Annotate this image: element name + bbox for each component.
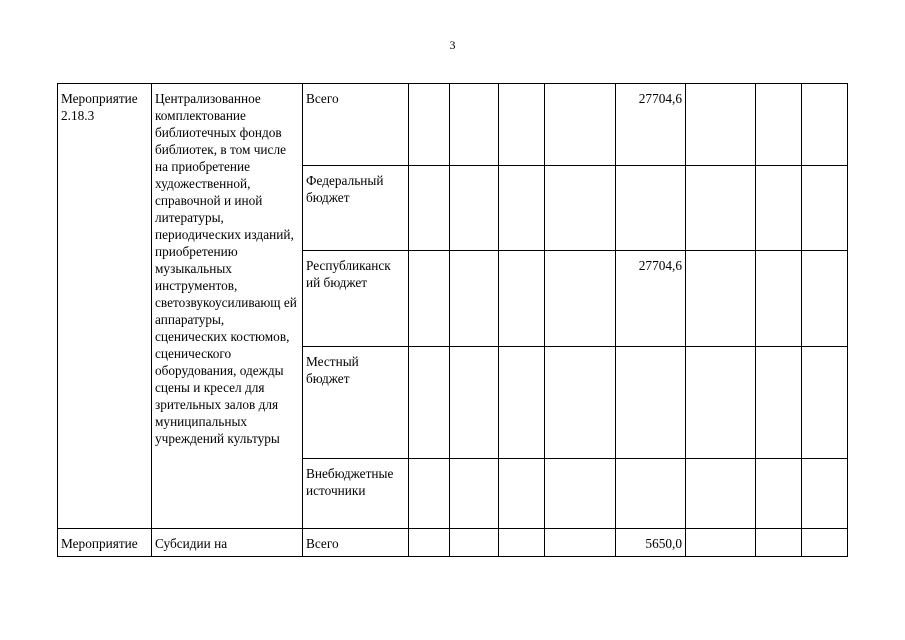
empty-cell	[756, 529, 802, 557]
empty-cell	[409, 251, 450, 347]
empty-cell	[409, 459, 450, 529]
table-row	[58, 84, 848, 166]
empty-cell	[499, 84, 545, 166]
source-label-cell: Местный бюджет	[303, 347, 409, 459]
empty-cell	[686, 251, 756, 347]
amount-cell	[616, 347, 686, 459]
empty-cell	[802, 84, 848, 166]
empty-cell	[450, 529, 499, 557]
empty-cell	[686, 84, 756, 166]
empty-cell	[756, 166, 802, 251]
page-number: 3	[449, 38, 456, 52]
empty-cell	[802, 529, 848, 557]
empty-cell	[802, 251, 848, 347]
source-label-cell: Республиканск ий бюджет	[303, 251, 409, 347]
empty-cell	[802, 459, 848, 529]
empty-cell	[450, 459, 499, 529]
empty-cell	[409, 166, 450, 251]
empty-cell	[499, 459, 545, 529]
description-cell: Централизованное комплектование библиотечных фондов библиотек, в том числе на приобретение художественной, справочной и иной литературы, периодических изданий, приобретению музыкальных инструментов, светозвукоусиливающ ей аппаратуры, сценических костюмов, сценического оборудования, одежды сцены и кресел для зрительных залов для муниципальных учреждений культуры	[152, 84, 303, 529]
empty-cell	[409, 347, 450, 459]
description-cell: Субсидии на	[152, 529, 303, 557]
empty-cell	[686, 459, 756, 529]
empty-cell	[409, 84, 450, 166]
empty-cell	[545, 84, 616, 166]
empty-cell	[802, 166, 848, 251]
amount-cell: 27704,6	[616, 84, 686, 166]
empty-cell	[545, 166, 616, 251]
empty-cell	[756, 251, 802, 347]
empty-cell	[450, 84, 499, 166]
empty-cell	[545, 251, 616, 347]
empty-cell	[450, 251, 499, 347]
event-cell: Мероприятие	[58, 529, 152, 557]
budget-table	[57, 83, 848, 557]
amount-cell	[616, 166, 686, 251]
empty-cell	[409, 529, 450, 557]
empty-cell	[756, 459, 802, 529]
amount-cell	[616, 459, 686, 529]
empty-cell	[499, 251, 545, 347]
source-label-cell: Всего	[303, 84, 409, 166]
empty-cell	[686, 529, 756, 557]
empty-cell	[686, 347, 756, 459]
empty-cell	[499, 529, 545, 557]
empty-cell	[545, 347, 616, 459]
source-label-cell: Всего	[303, 529, 409, 557]
empty-cell	[499, 166, 545, 251]
source-label-cell: Внебюджетные источники	[303, 459, 409, 529]
empty-cell	[756, 347, 802, 459]
empty-cell	[545, 459, 616, 529]
empty-cell	[686, 166, 756, 251]
empty-cell	[450, 166, 499, 251]
empty-cell	[802, 347, 848, 459]
event-cell: Мероприятие 2.18.3	[58, 84, 152, 529]
empty-cell	[756, 84, 802, 166]
empty-cell	[450, 347, 499, 459]
table-row	[58, 529, 848, 557]
empty-cell	[499, 347, 545, 459]
source-label-cell: Федеральный бюджет	[303, 166, 409, 251]
amount-cell: 5650,0	[616, 529, 686, 557]
empty-cell	[545, 529, 616, 557]
amount-cell: 27704,6	[616, 251, 686, 347]
